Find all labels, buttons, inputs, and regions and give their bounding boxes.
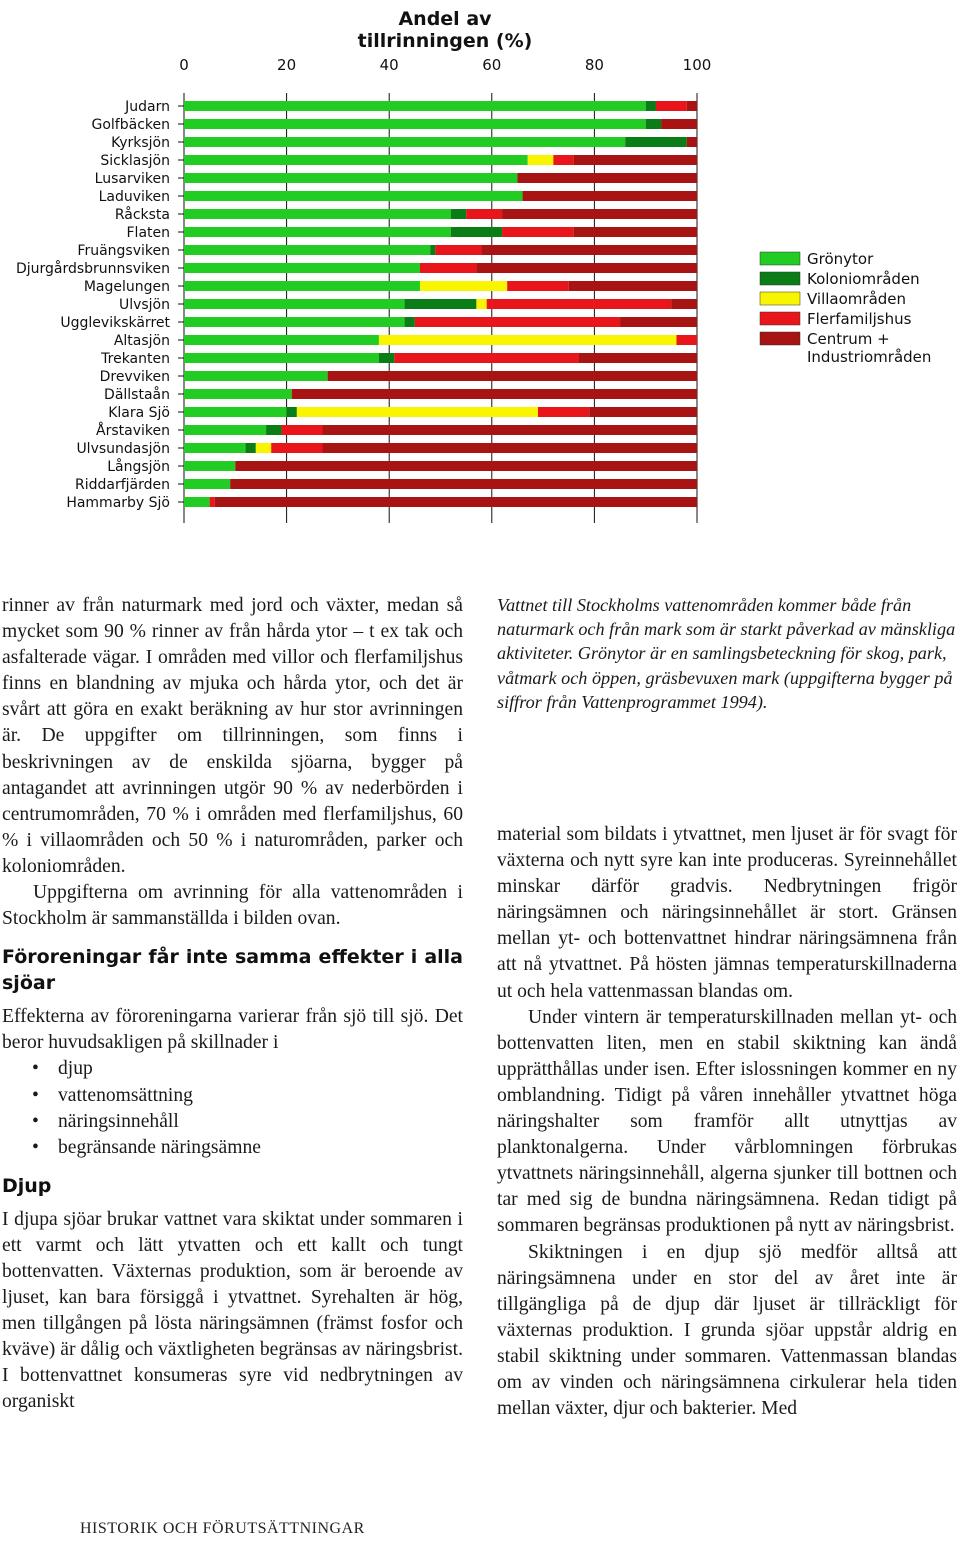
legend-swatch xyxy=(760,312,800,325)
bar-segment xyxy=(281,425,322,435)
bar-segment xyxy=(671,299,697,309)
bar-segment xyxy=(323,425,697,435)
bar-segment xyxy=(184,245,430,255)
bar-segment xyxy=(184,191,523,201)
bar-segment xyxy=(184,227,451,237)
category-label: Långsjön xyxy=(107,459,170,475)
bar-segment xyxy=(184,281,420,291)
category-label: Dällstaån xyxy=(104,387,170,403)
list-item: • näringsinnehåll xyxy=(2,1109,463,1135)
bar-segment xyxy=(184,119,646,129)
list-item: • vattenomsättning xyxy=(2,1083,463,1109)
x-tick-label: 60 xyxy=(482,56,502,74)
x-tick-label: 80 xyxy=(584,56,604,74)
bar-segment xyxy=(476,299,486,309)
bar-segment xyxy=(451,227,502,237)
bar-segment xyxy=(184,317,405,327)
category-label: Laduviken xyxy=(98,189,170,205)
category-label: Ulvsjön xyxy=(118,297,170,313)
paragraph: Effekterna av föroreningarna varierar från sjö till sjö. Det beror huvudsakligen på skillnader i xyxy=(2,1006,463,1054)
bar-segment xyxy=(184,263,420,273)
category-label: Årstaviken xyxy=(96,423,170,439)
category-label: Trekanten xyxy=(101,351,170,367)
bar-segment xyxy=(430,245,435,255)
bar-segment xyxy=(184,209,451,219)
legend-label: Flerfamiljshus xyxy=(807,310,912,328)
legend-swatch xyxy=(760,292,800,305)
category-label: Sicklasjön xyxy=(100,153,170,169)
bar-segment xyxy=(184,353,379,363)
bar-segment xyxy=(687,137,697,147)
bar-segment xyxy=(646,119,661,129)
category-label: Drevviken xyxy=(99,369,170,385)
bar-segment xyxy=(528,155,554,165)
paragraph: I djupa sjöar brukar vattnet vara skiktat under sommaren i ett varmt och lätt ytvatten och ett kallt och tungt bottenvatten. Växternas produktion, som är beroende av ljuset, kan bara försiggå i ytvattnet. Syrehalten är hög, men tillgången på lösta näringsämnen (främst fosfor och kväve) är dålig och växtligheten begränsas av näringsbrist. I bottenvattnet konsumeras syre vid nedbrytningen av organiskt xyxy=(2,1208,463,1413)
x-tick-label: 0 xyxy=(179,56,189,74)
subsection-heading: Djup xyxy=(2,1174,52,1197)
tillrinning-chart xyxy=(0,0,960,540)
bar-segment xyxy=(271,443,322,453)
category-label: Kyrksjön xyxy=(111,135,170,151)
bar-segment xyxy=(184,461,235,471)
bar-segment xyxy=(184,407,287,417)
bar-segment xyxy=(553,155,574,165)
bar-segment xyxy=(646,101,656,111)
legend-label: Centrum + xyxy=(807,330,890,348)
figure-caption: Vattnet till Stockholms vattenområden kommer både från naturmark och från mark som är starkt påverkad av mänskliga aktiviteter. Grönytor är en samlingsbeteckning för skog, park, våtmark och öppen, gräsbevuxen mark (uppgifterna bygger på siffror från Vattenprogrammet 1994). xyxy=(497,595,956,712)
bar-segment xyxy=(687,101,697,111)
bar-segment xyxy=(328,371,697,381)
category-label: Golfbäcken xyxy=(91,117,170,133)
legend-swatch xyxy=(760,332,800,345)
bar-segment xyxy=(574,227,697,237)
category-label: Lusarviken xyxy=(94,171,170,187)
category-label: Altasjön xyxy=(113,333,170,349)
bar-segment xyxy=(405,317,415,327)
bar-segment xyxy=(394,353,579,363)
bar-segment xyxy=(246,443,256,453)
bar-segment xyxy=(184,137,625,147)
bar-segment xyxy=(297,407,538,417)
paragraph: rinner av från naturmark med jord och växter, medan så mycket som 90 % rinner av från hårda ytor – t ex tak och asfalterade vägar. I områden med villor och flerfamiljshus finns en blandning av mjuka och hårda ytor, och det är svårt att göra en exakt beräkning av hur stor avrinningen är. De uppgifter om tillrinningen, som finns i beskrivningen av de enskilda sjöarna, bygger på antagandet att avrinningen utgör 90 % av nederbörden i centrumområden, 70 % i områden med flerfamiljshus, 60 % i villaområden och 50 % i naturområden, parker och koloniområden. xyxy=(2,595,463,877)
bar-segment xyxy=(517,173,697,183)
paragraph: Under vintern är temperaturskillnaden mellan yt- och bottenvatten liten, men en stabil skiktning kan ändå upprätthållas under isen. Efter islossningen kommer en ny omblandning. Tidigt på våren innehåller ytvattnet höga näringshalter som framför allt utnyttjas av planktonalgerna. Under vårblomningen förbrukas ytvattnets näringsinnehåll, algerna sjunker till bottnen och tar med sig de bundna näringsämnena. Redan tidigt på sommaren begränsas produktionen på nytt av näringsbrist. xyxy=(497,1006,957,1237)
bar-segment xyxy=(230,479,697,489)
bar-segment xyxy=(656,101,687,111)
bar-segment xyxy=(466,209,502,219)
bar-segment xyxy=(574,155,697,165)
bar-segment xyxy=(379,335,677,345)
legend-label: Industriområden xyxy=(807,348,932,366)
bar-segment xyxy=(579,353,697,363)
left-column xyxy=(2,593,463,1416)
bar-segment xyxy=(266,425,281,435)
bar-segment xyxy=(184,155,528,165)
legend-label: Koloniområden xyxy=(807,270,920,288)
category-label: Fruängsviken xyxy=(77,243,170,259)
x-tick-label: 100 xyxy=(682,56,712,74)
bar-segment xyxy=(507,281,569,291)
category-label: Ulvsundasjön xyxy=(76,441,170,457)
bar-segment xyxy=(482,245,697,255)
bar-segment xyxy=(405,299,477,309)
legend-swatch xyxy=(760,252,800,265)
bar-segment xyxy=(184,299,405,309)
bar-segment xyxy=(184,389,292,399)
bar-segment xyxy=(215,497,697,507)
legend-swatch xyxy=(760,272,800,285)
bar-segment xyxy=(451,209,466,219)
category-label: Hammarby Sjö xyxy=(66,495,170,511)
bar-segment xyxy=(210,497,215,507)
list-item: • begränsande näringsämne xyxy=(2,1135,463,1161)
category-label: Riddarfjärden xyxy=(74,477,170,493)
right-column xyxy=(497,822,957,1422)
bar-segment xyxy=(379,353,394,363)
bar-segment xyxy=(435,245,481,255)
bar-segment xyxy=(661,119,697,129)
bar-segment xyxy=(184,443,246,453)
bar-segment xyxy=(502,209,697,219)
category-label: Magelungen xyxy=(83,279,170,295)
category-label: Flaten xyxy=(126,225,170,241)
x-tick-label: 40 xyxy=(379,56,399,74)
bar-segment xyxy=(487,299,672,309)
bullet-list xyxy=(2,1056,463,1160)
bar-segment xyxy=(523,191,697,201)
bar-segment xyxy=(184,335,379,345)
chart-title: Andel av tillrinningen (%) xyxy=(357,8,533,52)
paragraph: Skiktningen i en djup sjö medför alltså att näringsämnena under en stor del av året inte är tillgängliga på de djup där ljuset är tillräckligt för växternas produktion. I grunda sjöar uppstår aldrig en stabil skiktning under sommaren. Vattenmassan blandas om av vinden och näringsämnena cirkulerar hela tiden mellan växter, djur och bakterier. Med xyxy=(497,1241,957,1420)
x-tick-label: 20 xyxy=(277,56,297,74)
bar-segment xyxy=(184,371,328,381)
legend-label: Villaområden xyxy=(807,290,907,308)
paragraph: material som bildats i ytvattnet, men ljuset är för svagt för växterna och nytt syre kan inte produceras. Syreinnehållet minskar därför gradvis. Nedbrytningen frigör näringsämnen och näringsinnehållet är stort. Gränsen mellan yt- och bottenvattnet hindrar näringsämnena från att nå ytvattnet. På hösten jämnas temperaturskillnaderna ut och hela vattenmassan blandas om. xyxy=(497,824,957,1002)
running-footer: HISTORIK OCH FÖRUTSÄTTNINGAR xyxy=(80,1520,365,1537)
bar-segment xyxy=(235,461,697,471)
bar-segment xyxy=(620,317,697,327)
category-label: Djurgårdsbrunnsviken xyxy=(15,261,170,277)
section-heading: Föroreningar får inte samma effekter i alla sjöar xyxy=(2,946,463,995)
bar-segment xyxy=(184,425,266,435)
bar-segment xyxy=(256,443,271,453)
bar-segment xyxy=(476,263,697,273)
bar-segment xyxy=(589,407,697,417)
bar-segment xyxy=(184,101,646,111)
bar-segment xyxy=(287,407,297,417)
category-label: Judarn xyxy=(125,99,170,115)
paragraph: Uppgifterna om avrinning för alla vattenområden i Stockholm är sammanställda i bilden ovan. xyxy=(2,882,463,930)
legend-label: Grönytor xyxy=(807,250,874,268)
bar-segment xyxy=(184,173,517,183)
list-item: • djup xyxy=(2,1056,463,1082)
bar-segment xyxy=(415,317,620,327)
bar-segment xyxy=(292,389,697,399)
bar-segment xyxy=(323,443,697,453)
category-label: Klara Sjö xyxy=(108,405,170,421)
bar-segment xyxy=(502,227,574,237)
bar-segment xyxy=(184,479,230,489)
bar-segment xyxy=(625,137,687,147)
category-label: Ugglevikskärret xyxy=(60,315,170,331)
bar-segment xyxy=(420,263,476,273)
bar-segment xyxy=(676,335,697,345)
bar-segment xyxy=(538,407,589,417)
bar-segment xyxy=(569,281,697,291)
bar-segment xyxy=(184,497,210,507)
category-label: Råcksta xyxy=(114,207,170,223)
bar-segment xyxy=(420,281,507,291)
